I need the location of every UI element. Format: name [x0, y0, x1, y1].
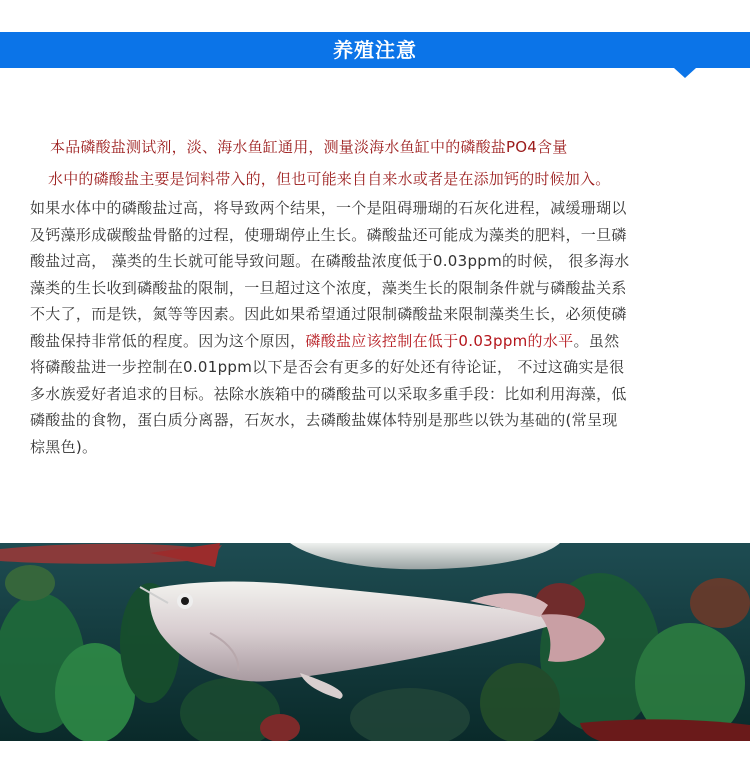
body-line: 不大了，而是铁，氮等等因素。因此如果希望通过限制磷酸盐来限制藻类生长，必须使磷 [30, 305, 627, 323]
section-banner [0, 32, 750, 68]
body-text: 酸盐保持非常低的程度。因为这个原因， [30, 331, 306, 350]
body-line: 磷酸盐的食物，蛋白质分离器，石灰水，去磷酸盐媒体特别是那些以铁为基础的(常呈现 [30, 411, 618, 429]
body-paragraph [30, 195, 734, 460]
body-line: 如果水体中的磷酸盐过高，将导致两个结果，一个是阻碍珊瑚的石灰化进程，减缓珊瑚以 [30, 199, 627, 217]
body-line [30, 328, 734, 355]
arowana-illustration [0, 543, 750, 741]
section-title: 养殖注意 [333, 38, 417, 62]
body-line: 将磷酸盐进一步控制在0.01ppm以下是否会有更多的好处还有待论证， 不过这确实是很 [30, 358, 625, 376]
intro-line-2: 水中的磷酸盐主要是饲料带入的，但也可能来自自来水或者是在添加钙的时候加入。 [48, 170, 611, 188]
body-line: 棕黑色)。 [30, 437, 98, 456]
highlight-text: 磷酸盐应该控制在低于0.03ppm的水平 [305, 331, 574, 350]
body-line: 藻类的生长收到磷酸盐的限制，一旦超过这个浓度，藻类生长的限制条件就与磷酸盐关系 [30, 278, 627, 297]
body-line: 酸盐过高， 藻类的生长就可能导致问题。在磷酸盐浓度低于0.03ppm的时候， 很多海水 [30, 252, 630, 270]
banner-notch [674, 68, 696, 78]
intro-line-1: 本品磷酸盐测试剂，淡、海水鱼缸通用，测量淡海水鱼缸中的磷酸盐PO4含量 [50, 138, 568, 156]
arowana-photo [0, 543, 750, 741]
body-line: 及钙藻形成碳酸盐骨骼的过程，使珊瑚停止生长。磷酸盐还可能成为藻类的肥料，一旦磷 [30, 225, 627, 244]
body-line: 多水族爱好者追求的目标。祛除水族箱中的磷酸盐可以采取多重手段：比如利用海藻，低 [30, 384, 627, 403]
body-text: 。虽然 [573, 331, 620, 350]
